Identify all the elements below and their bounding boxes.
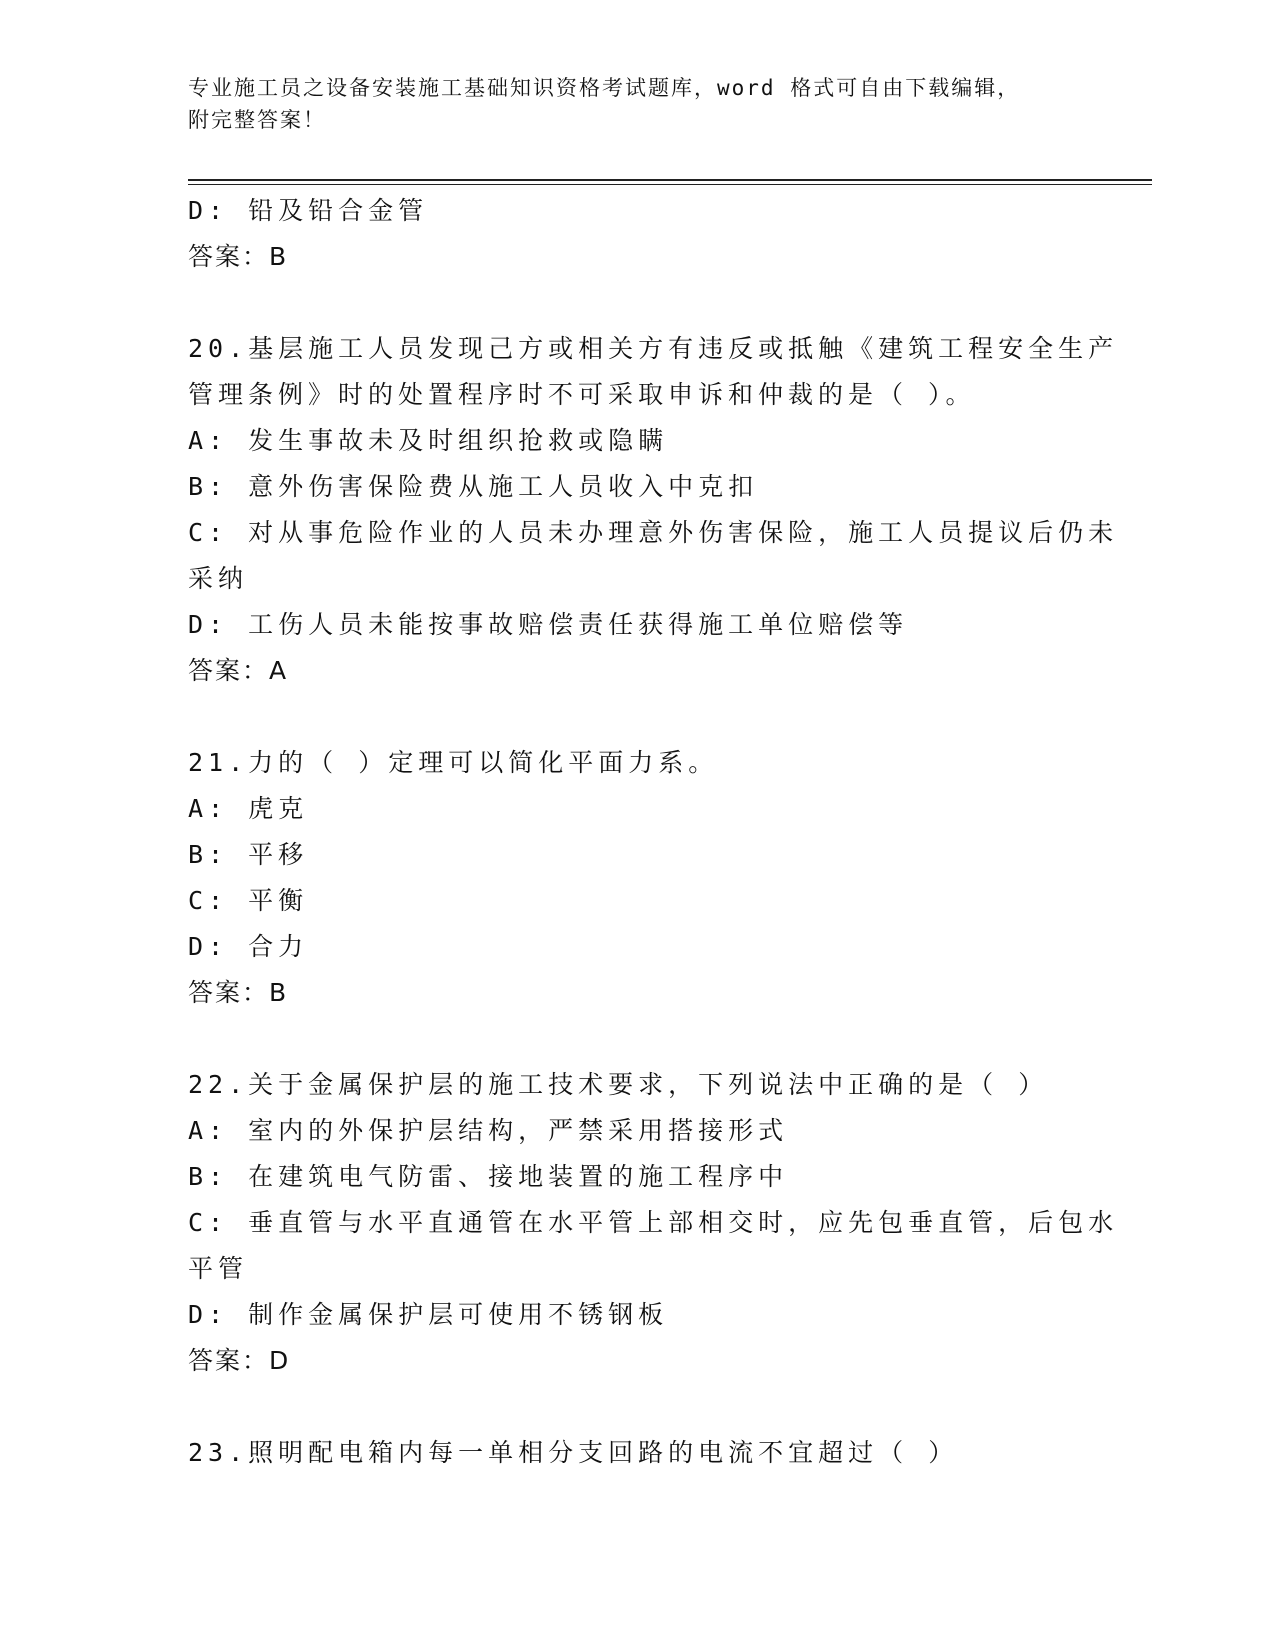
spacer bbox=[188, 694, 1088, 740]
q21-stem: 21.力的（ ）定理可以简化平面力系。 bbox=[188, 748, 719, 777]
q20-stem-line-1: 20.基层施工人员发现己方或相关方有违反或抵触《建筑工程安全生产 bbox=[188, 334, 1119, 363]
document-header bbox=[188, 72, 1088, 136]
question-21 bbox=[188, 740, 1088, 1016]
header-divider-thick bbox=[188, 179, 1152, 181]
question-22 bbox=[188, 1062, 1119, 1384]
q20-option-c-line-2: 采纳 bbox=[188, 564, 249, 593]
question-23 bbox=[188, 1430, 1088, 1476]
q22-option-b: B: 在建筑电气防雷、接地装置的施工程序中 bbox=[188, 1162, 789, 1191]
q21-answer: 答案：B bbox=[188, 978, 289, 1007]
header-line-1: 专业施工员之设备安装施工基础知识资格考试题库，word 格式可自由下载编辑， bbox=[188, 76, 1021, 100]
q21-option-b: B: 平移 bbox=[188, 840, 309, 869]
q20-option-d: D: 工伤人员未能按事故赔偿责任获得施工单位赔偿等 bbox=[188, 610, 909, 639]
q23-stem: 23.照明配电箱内每一单相分支回路的电流不宜超过（ ） bbox=[188, 1438, 959, 1467]
q22-option-a: A: 室内的外保护层结构，严禁采用搭接形式 bbox=[188, 1116, 789, 1145]
q22-option-c-line-2: 平管 bbox=[188, 1254, 249, 1283]
q20-option-a: A: 发生事故未及时组织抢救或隐瞒 bbox=[188, 426, 669, 455]
q21-option-a: A: 虎克 bbox=[188, 794, 309, 823]
q21-option-c: C: 平衡 bbox=[188, 886, 309, 915]
q21-option-d: D: 合力 bbox=[188, 932, 309, 961]
q22-answer: 答案：D bbox=[188, 1346, 291, 1375]
q22-option-d: D: 制作金属保护层可使用不锈钢板 bbox=[188, 1300, 669, 1329]
spacer bbox=[188, 1016, 1088, 1062]
prev-answer: 答案：B bbox=[188, 242, 289, 271]
prev-option-d: D: 铅及铅合金管 bbox=[188, 196, 429, 225]
spacer bbox=[188, 1384, 1088, 1430]
question-content bbox=[188, 188, 1119, 1476]
header-divider-thin bbox=[188, 184, 1152, 185]
header-line-2: 附完整答案！ bbox=[188, 108, 326, 132]
q20-answer: 答案：A bbox=[188, 656, 289, 685]
q20-option-b: B: 意外伤害保险费从施工人员收入中克扣 bbox=[188, 472, 759, 501]
question-20 bbox=[188, 326, 1119, 694]
spacer bbox=[188, 280, 1088, 326]
q22-option-c-line-1: C: 垂直管与水平直通管在水平管上部相交时，应先包垂直管，后包水 bbox=[188, 1208, 1119, 1237]
q22-stem: 22.关于金属保护层的施工技术要求，下列说法中正确的是（ ） bbox=[188, 1070, 1049, 1099]
q20-option-c-line-1: C: 对从事危险作业的人员未办理意外伤害保险，施工人员提议后仍未 bbox=[188, 518, 1119, 547]
q20-stem-line-2: 管理条例》时的处置程序时不可采取申诉和仲裁的是（ ）。 bbox=[188, 380, 976, 409]
